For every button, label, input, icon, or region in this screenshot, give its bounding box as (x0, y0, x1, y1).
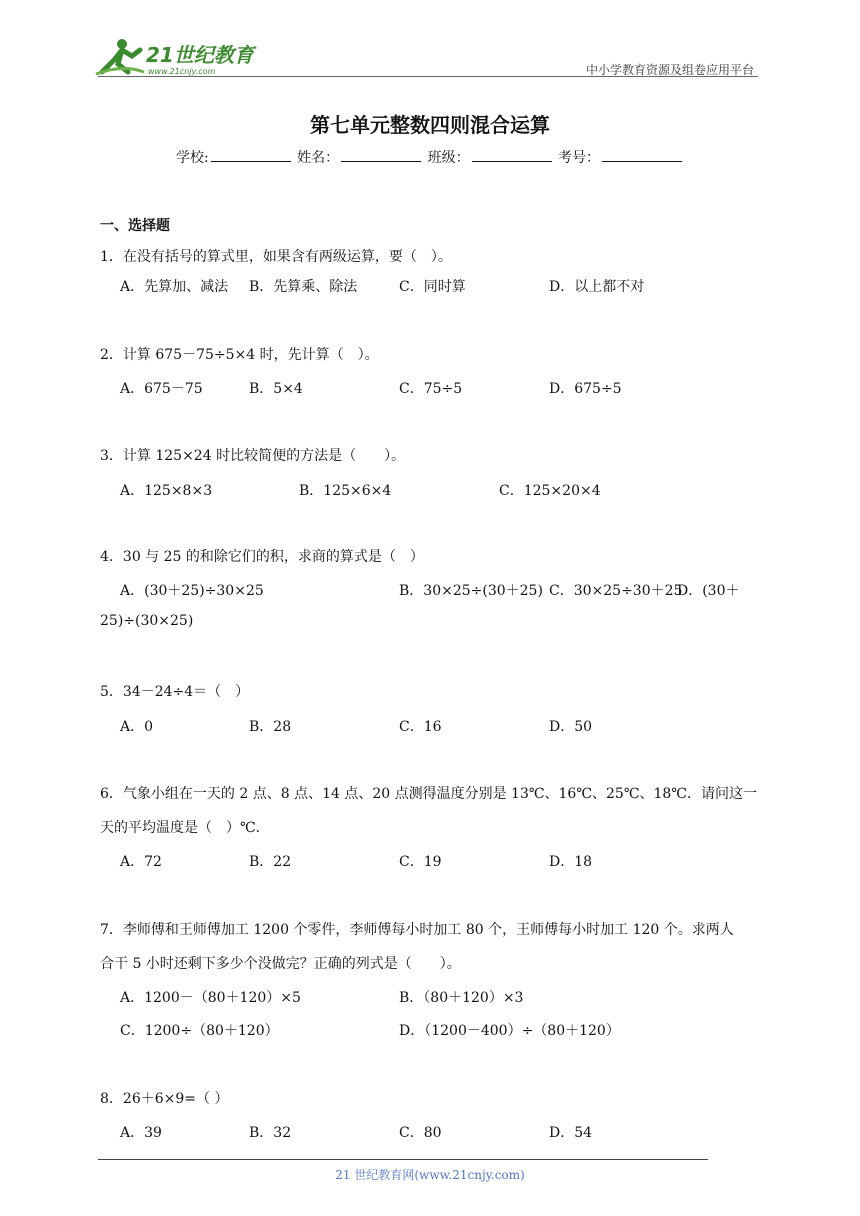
q8-option-c: C．80 (399, 1125, 442, 1141)
q5-option-c: C．16 (399, 719, 442, 735)
question-1-stem: 1．在没有括号的算式里，如果含有两级运算，要（ ）。 (100, 249, 452, 265)
svg-text:21世纪教育: 21世纪教育 (146, 43, 254, 67)
question-3-stem: 3．计算 125×24 时比较简便的方法是（ ）。 (100, 448, 406, 464)
q8-option-d: D．54 (549, 1125, 593, 1141)
q7-option-b: B．（80＋120）×3 (399, 990, 524, 1006)
section-title: 一、选择题 (100, 218, 170, 234)
q8-option-b: B．32 (249, 1125, 292, 1141)
q3-option-c: C．125×20×4 (499, 483, 601, 499)
q3-option-a: A．125×8×3 (120, 483, 213, 499)
q5-option-d: D．50 (549, 719, 593, 735)
q7-option-c: C．1200÷（80＋120） (120, 1023, 279, 1039)
q2-option-d: D．675÷5 (549, 381, 622, 397)
q5-option-a: A．0 (120, 719, 154, 735)
q8-option-a: A．39 (120, 1125, 162, 1141)
student-info-line (0, 147, 860, 167)
q7-option-a: A．1200－（80＋120）×5 (120, 990, 301, 1006)
footer-divider (98, 1159, 708, 1160)
question-2-stem: 2．计算 675－75÷5×4 时，先计算（ ）。 (100, 347, 379, 363)
class-blank[interactable] (472, 147, 552, 162)
q6-option-a: A．72 (120, 854, 162, 870)
question-7-stem-line2: 合干 5 小时还剩下多少个没做完？正确的列式是（ ）。 (100, 956, 461, 972)
exam-no-label: 考号： (558, 150, 601, 166)
q4-option-b: B．30×25÷(30＋25) (399, 583, 543, 599)
q2-option-a: A．675－75 (120, 381, 203, 397)
q7-option-d: D．（1200－400）÷（80＋120） (399, 1023, 620, 1039)
footer-link[interactable]: 21 世纪教育网(www.21cnjy.com) (335, 1168, 525, 1182)
header-divider (98, 76, 758, 77)
q5-option-b: B．28 (249, 719, 292, 735)
name-label: 姓名： (297, 150, 340, 166)
question-4-stem: 4．30 与 25 的和除它们的积，求商的算式是（ ） (100, 549, 424, 565)
school-label: 学校: (175, 150, 209, 166)
q1-option-c: C．同时算 (399, 279, 466, 295)
question-6-stem: 6．气象小组在一天的 2 点、8 点、14 点、20 点测得温度分别是 13℃、16℃、25℃、18℃．请问这一 (100, 786, 757, 802)
q4-option-a: A．(30＋25)÷30×25 (120, 583, 264, 599)
school-blank[interactable] (211, 147, 291, 162)
q1-option-a: A．先算加、减法 (120, 279, 229, 295)
q2-option-c: C．75÷5 (399, 381, 463, 397)
site-logo (92, 34, 262, 78)
q6-option-c: C．19 (399, 854, 442, 870)
q2-option-b: B．5×4 (249, 381, 303, 397)
q3-option-b: B．125×6×4 (299, 483, 392, 499)
q4-option-c: C．30×25÷30＋25 (549, 583, 683, 599)
q4-option-d-continued: 25)÷(30×25) (100, 613, 194, 629)
question-5-stem: 5．34－24÷4＝（ ） (100, 684, 250, 700)
platform-name: 中小学教育资源及组卷应用平台 (585, 63, 754, 77)
name-blank[interactable] (341, 147, 421, 162)
q6-option-d: D．18 (549, 854, 593, 870)
q1-option-b: B．先算乘、除法 (249, 279, 358, 295)
runner-logo-icon (92, 34, 262, 78)
class-label: 班级： (427, 150, 470, 166)
question-8-stem: 8．26＋6×9=（ ） (100, 1091, 229, 1107)
q1-option-d: D．以上都不对 (549, 279, 645, 295)
question-7-stem: 7．李师傅和王师傅加工 1200 个零件，李师傅每小时加工 80 个，王师傅每小时加工 120 个。求两人 (100, 922, 734, 938)
q6-option-b: B．22 (249, 854, 292, 870)
question-6-stem-line2: 天的平均温度是（ ）℃． (100, 820, 270, 836)
page-title: 第七单元整数四则混合运算 (310, 113, 550, 137)
svg-text:www.21cnjy.com: www.21cnjy.com (148, 67, 216, 76)
exam-no-blank[interactable] (602, 147, 682, 162)
q4-option-d: D．(30＋ (677, 583, 740, 599)
